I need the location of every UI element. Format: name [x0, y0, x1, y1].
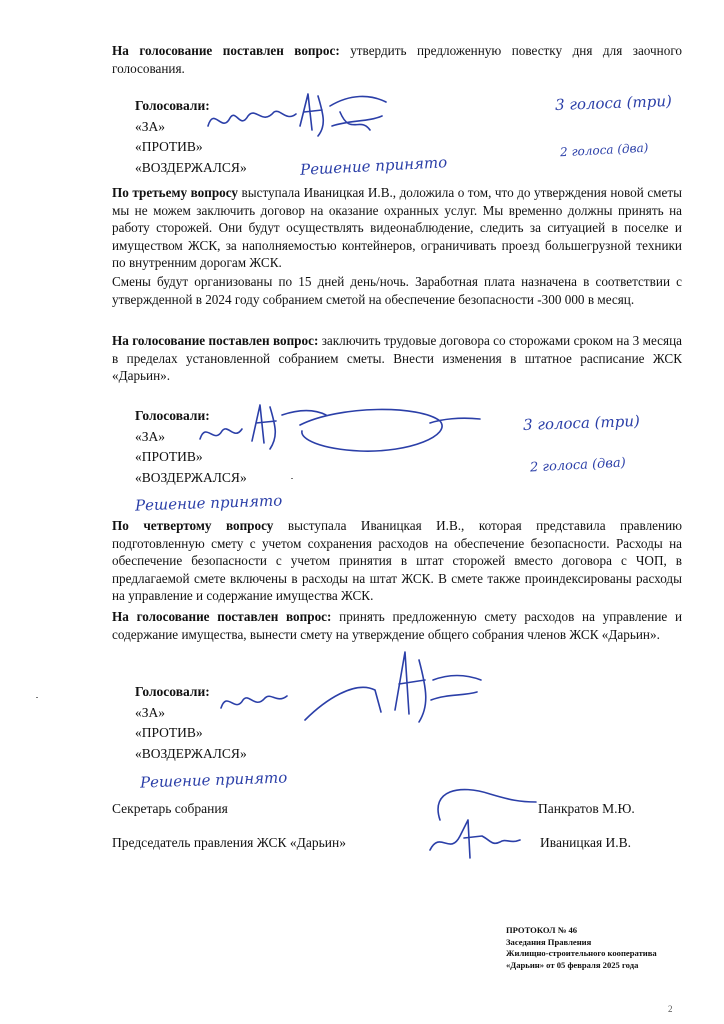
vote-protiv-label: «ПРОТИВ»: [135, 449, 203, 464]
speaker-text: выступала Иваницкая И.В., доложила о том, что до утверждения новой сметы мы не можем заключить договор на оказание охранных услуг. Мы временно должны принять на работу сторожей. Они будут осуществлять видеонаблюдение, следить за ситуацией в поселке и имуществом ЖСК, за наполняемостью контейнеров, ограничивать проезд большегрузной техники по внутренним дорогам ЖСК.: [112, 185, 682, 270]
handwritten-decision-1: Решение принято: [299, 153, 448, 179]
secretary-chair-signature: [420, 780, 540, 870]
handwritten-decision-2: Решение принято: [134, 491, 283, 515]
section4-question: [112, 608, 682, 643]
stamp-line-1: ПРОТОКОЛ № 46: [506, 925, 578, 935]
vote-vozd-label: «ВОЗДЕРЖАЛСЯ»: [135, 159, 247, 175]
section3-question: [112, 332, 682, 385]
page-number: 2: [668, 1004, 673, 1014]
vote-za-label: «ЗА»: [135, 428, 166, 444]
handwritten-vozd-count-2: 2 голоса (два): [529, 455, 627, 476]
section3-shifts: Смены будут организованы по 15 дней день/ночь. Заработная плата назначена в соответствии с утвержденной в 2024 году собранием сметой на обеспечение безопасности -300 000 в месяц.: [112, 274, 682, 307]
vote-vozd-label: «ВОЗДЕРЖАЛСЯ»: [135, 745, 247, 761]
vote-heading: Голосовали:: [135, 684, 210, 699]
stamp-line-3: Жилищно-строительного кооператива: [506, 948, 657, 958]
question-text: принять предложенную смету расходов на управление и содержание имущества, вынести смету на утверждение общего собрания членов ЖСК «Дарьин».: [112, 609, 683, 642]
question-label: На голосование поставлен вопрос:: [112, 43, 340, 58]
handwritten-vozd-count-1: 2 голоса (два): [559, 140, 649, 160]
handwritten-decision-3: Решение принято: [139, 768, 288, 792]
vote-heading: Голосовали:: [135, 98, 210, 113]
vote-protiv-label: «ПРОТИВ»: [135, 725, 203, 740]
chair-label: Председатель правления ЖСК «Дарьин»: [112, 835, 346, 850]
question-text: утвердить предложенную повестку дня для заочного голосования.: [112, 43, 683, 76]
vote-vozd-label: «ВОЗДЕРЖАЛСЯ»: [135, 469, 247, 485]
section4-speaker: [112, 517, 682, 605]
members-signatures-3: [205, 650, 485, 730]
speaker-label: По четвертому вопросу: [112, 518, 274, 533]
vote-za-label: «ЗА»: [135, 704, 166, 720]
scan-speck: [36, 697, 38, 698]
vote-protiv-label: «ПРОТИВ»: [135, 139, 203, 154]
members-signatures-1: [200, 86, 390, 146]
stamp-line-2: Заседания Правления: [506, 936, 592, 947]
handwritten-za-count-2: 3 голоса (три): [522, 411, 641, 435]
section2-question: [112, 42, 682, 77]
handwritten-za-count-1: 3 голоса (три): [554, 91, 673, 115]
speaker-label: По третьему вопросу: [112, 185, 239, 200]
speaker-text: выступала Иваницкая И.В., которая представила правлению подготовленную смету с учетом сохранения расходов на обеспечение безопасности. Расходы на обеспечение безопасности с учетом принятия в штат сторожей вместо договора с ЧОП, в предлагаемой смете включены в расходы на штат ЖСК. В смете также проиндексированы расходы на управление и содержание имущества ЖСК.: [112, 518, 682, 603]
question-label: На голосование поставлен вопрос:: [112, 609, 332, 624]
vote-heading: Голосовали:: [135, 408, 210, 423]
protocol-stamp: [506, 925, 676, 971]
vote-za-label: «ЗА»: [135, 118, 166, 134]
secretary-label: Секретарь собрания: [112, 801, 228, 816]
members-signatures-2: [190, 395, 490, 461]
chair-name: Иваницкая И.В.: [540, 835, 632, 850]
section3-speaker: [112, 184, 682, 272]
stamp-line-4: «Дарьин» от 05 февраля 2025 года: [506, 959, 639, 970]
scan-speck: [291, 478, 293, 479]
question-text: заключить трудовые договора со сторожами сроком на 3 месяца в пределах установленной собранием сметы. Внести изменения в штатное расписание ЖСК «Дарьин».: [112, 333, 682, 383]
question-label: На голосование поставлен вопрос:: [112, 333, 319, 348]
secretary-name: Панкратов М.Ю.: [538, 801, 635, 816]
